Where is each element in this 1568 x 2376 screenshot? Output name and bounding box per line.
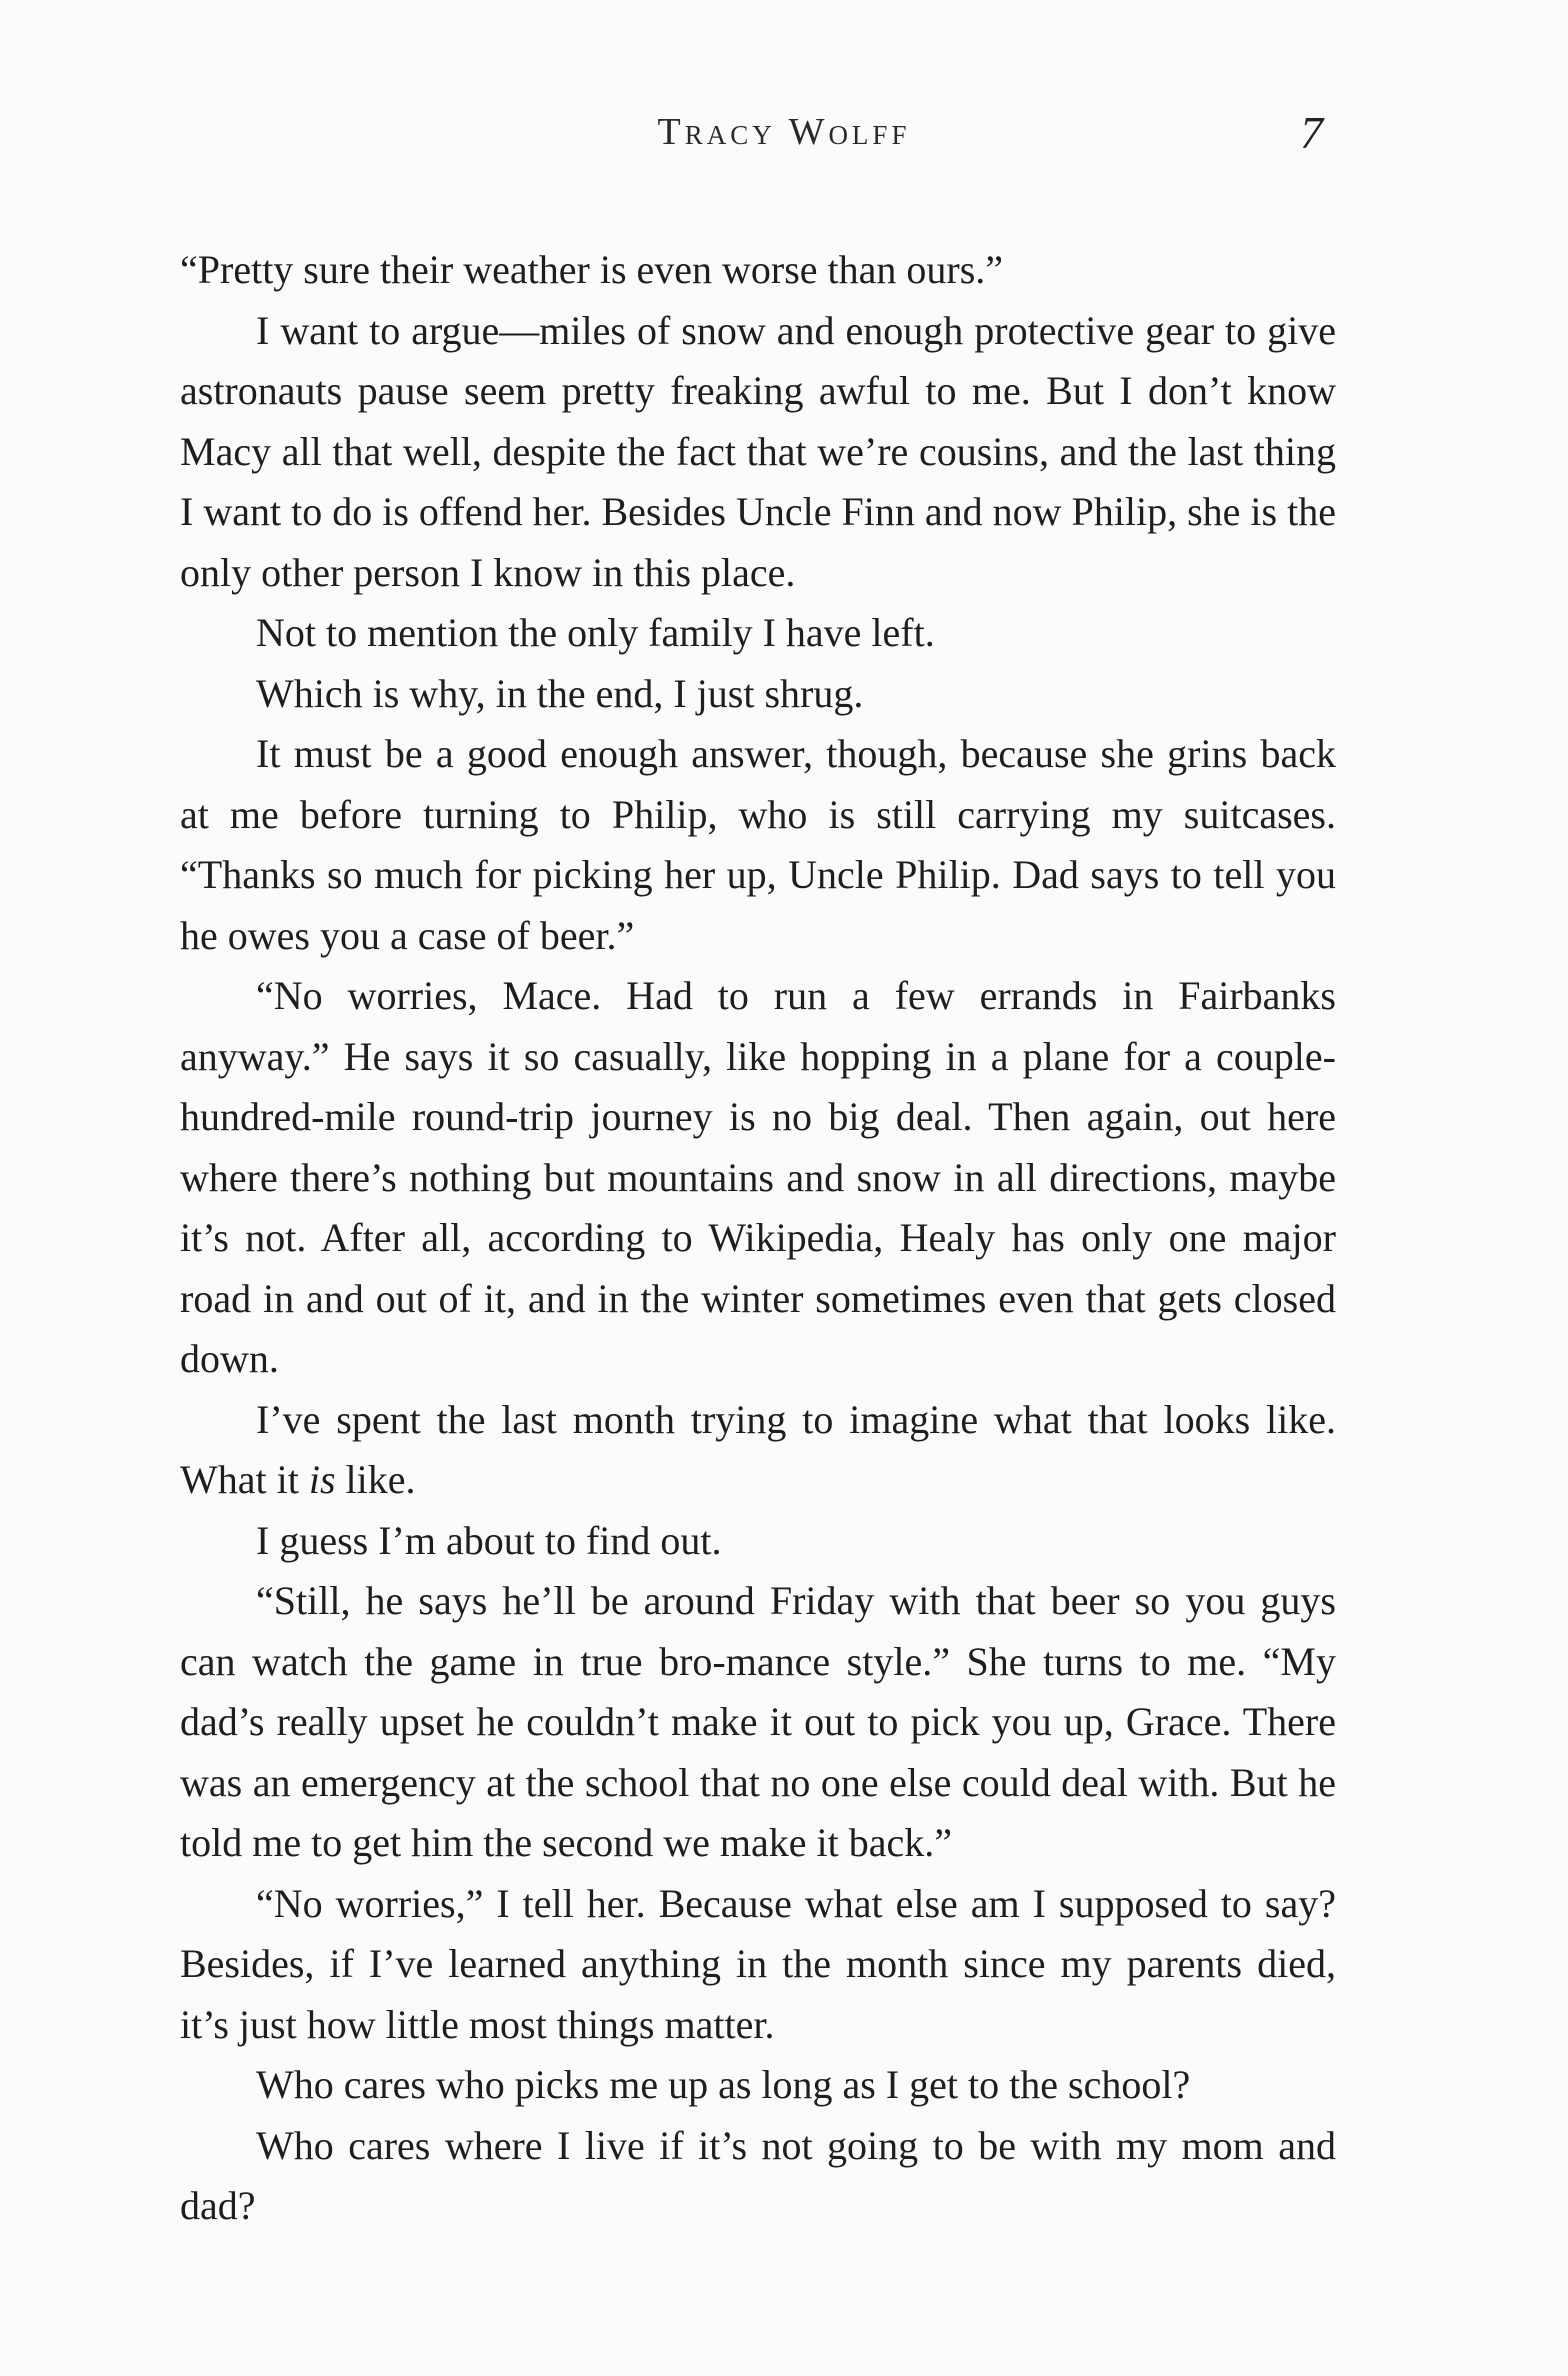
paragraph: [180, 1390, 1336, 1511]
paragraph: Which is why, in the end, I just shrug.: [256, 670, 864, 716]
emphasis: is: [308, 1457, 336, 1502]
author-name: Tracy Wolff: [657, 111, 911, 153]
paragraph: “No worries, Mace. Had to run a few errands in Fairbanks anyway.” He says it so casually, like hopping in a plane for a couple-hundred-mile round-trip journey is no big deal. Then again, out here where there’s nothing but mountains and snow in all directions, maybe it’s not. After all, according to Wikipedia, Healy has only one major road in and out of it, and in the winter sometimes even that gets closed down.: [180, 973, 1336, 1381]
paragraph: Not to mention the only family I have left.: [256, 610, 935, 655]
paragraph-text: like.: [335, 1457, 416, 1502]
body-text: [180, 240, 1336, 2237]
paragraph: I guess I’m about to find out.: [256, 1517, 722, 1563]
paragraph-text: I’ve spent the last month trying to imagine what that looks like. What it: [180, 1396, 1336, 1502]
paragraph: “No worries,” I tell her. Because what else am I supposed to say? Besides, if I’ve learned anything in the month since my parents died, it’s just how little most things matter.: [180, 1880, 1336, 2047]
paragraph: “Pretty sure their weather is even worse than ours.”: [180, 247, 1004, 292]
paragraph: It must be a good enough answer, though, because she grins back at me before turning to Philip, who is still carrying my suitcases. “Thanks so much for picking her up, Uncle Philip. Dad says to tell you he owes you a case of beer.”: [180, 731, 1336, 958]
paragraph: I want to argue—miles of snow and enough protective gear to give astronauts pause seem pretty freaking awful to me. But I don’t know Macy all that well, despite the fact that we’re cousins, and the last thing I want to do is offend her. Besides Uncle Finn and now Philip, she is the only other person I know in this place.: [180, 307, 1336, 595]
paragraph: Who cares where I live if it’s not going to be with my mom and dad?: [180, 2122, 1336, 2228]
paragraph: Who cares who picks me up as long as I get to the school?: [256, 2062, 1191, 2107]
page-number: 7: [1300, 107, 1323, 158]
paragraph: “Still, he says he’ll be around Friday with that beer so you guys can watch the game in true bro-mance style.” She turns to me. “My dad’s really upset he couldn’t make it out to pick you up, Grace. There was an emergency at the school that no one else could deal with. But he told me to get him the second we make it back.”: [180, 1578, 1336, 1865]
running-head: [0, 104, 1568, 164]
